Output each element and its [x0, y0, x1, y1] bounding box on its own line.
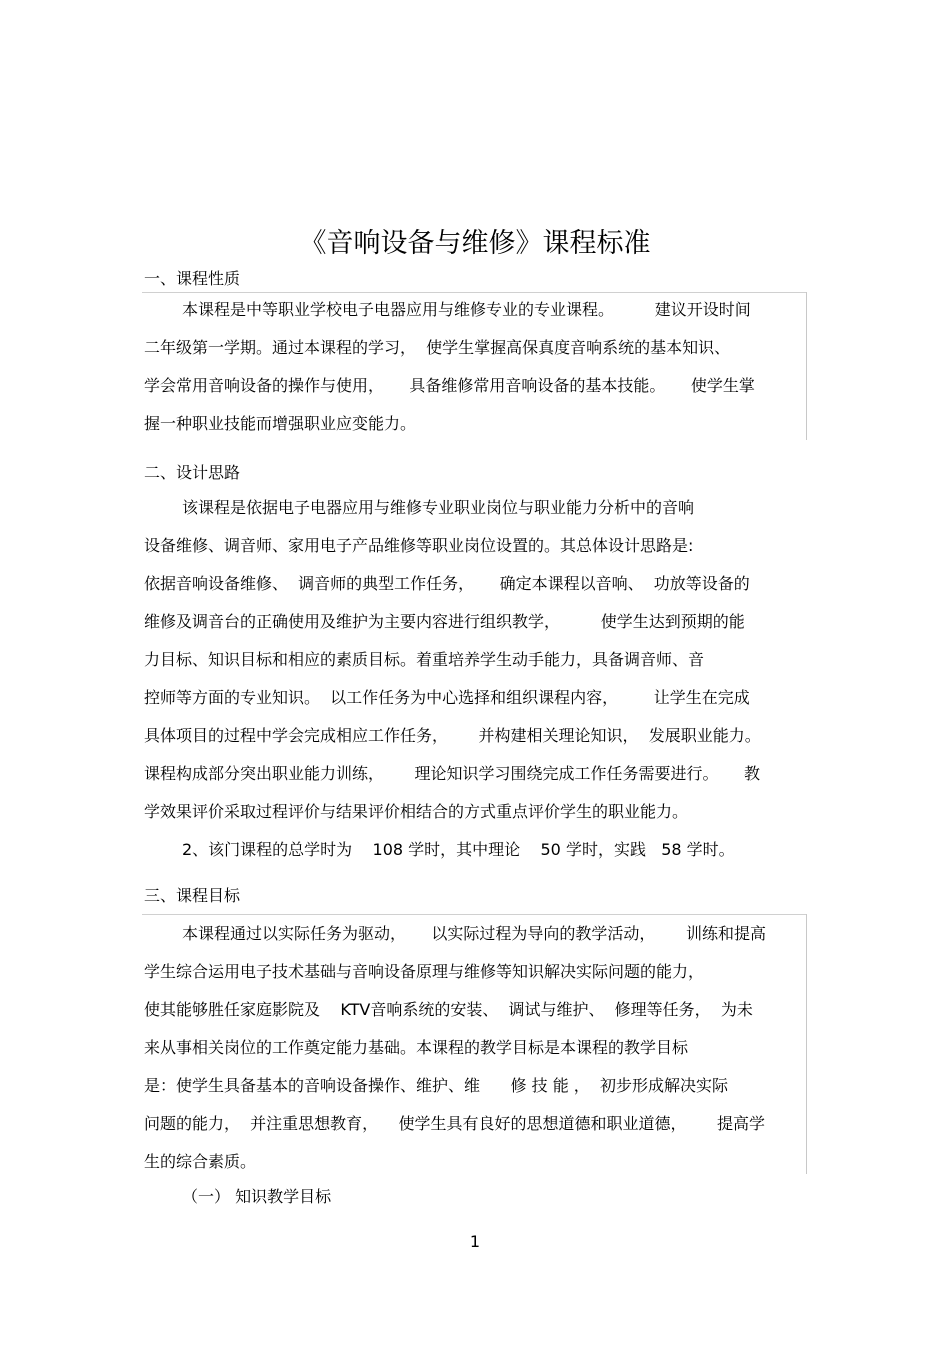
section-2-heading: 二、设计思路: [144, 463, 241, 482]
section-3-paragraph-line: 使其能够胜任家庭影院及 KTV音响系统的安装、 调试与维护、 修理等任务， 为未: [144, 1000, 753, 1019]
section-3-paragraph-line: 本课程通过以实际任务为驱动， 以实际过程为导向的教学活动， 训练和提高: [182, 924, 766, 943]
section-2-paragraph-line: 设备维修、调音师、家用电子产品维修等职业岗位设置的。其总体设计思路是:: [144, 536, 694, 555]
section-2-paragraph-line: 课程构成部分突出职业能力训练， 理论知识学习围绕完成工作任务需要进行。 教: [144, 764, 760, 783]
section-1-paragraph-line: 学会常用音响设备的操作与使用， 具备维修常用音响设备的基本技能。 使学生掌: [144, 376, 755, 395]
section-1-paragraph-line: 二年级第一学期。通过本课程的学习， 使学生掌握高保真度音响系统的基本知识、: [144, 338, 731, 357]
section-1-paragraph-line: 本课程是中等职业学校电子电器应用与维修专业的专业课程。 建议开设时间: [182, 300, 751, 319]
section-3-paragraph-line: 生的综合素质。: [144, 1152, 257, 1171]
section-3-paragraph-line: 问题的能力， 并注重思想教育， 使学生具有良好的思想道德和职业道德， 提高学: [144, 1114, 766, 1133]
section-3-subheading: （一） 知识教学目标: [182, 1187, 332, 1206]
section-1-box-right-border: [806, 292, 807, 440]
page-number: 1: [469, 1232, 481, 1251]
section-3-box-top-border: [142, 914, 806, 915]
document-title: 《音响设备与维修》课程标准: [299, 228, 651, 259]
section-3-heading: 三、课程目标: [144, 886, 241, 905]
section-1-paragraph-line: 握一种职业技能而增强职业应变能力。: [144, 414, 417, 433]
section-2-paragraph-line: 该课程是依据电子电器应用与维修专业职业岗位与职业能力分析中的音响: [182, 498, 695, 517]
section-1-box-top-border: [142, 292, 806, 293]
section-2-paragraph-line: 具体项目的过程中学会完成相应工作任务， 并构建相关理论知识， 发展职业能力。: [144, 726, 761, 745]
section-2-paragraph-line: 学效果评价采取过程评价与结果评价相结合的方式重点评价学生的职业能力。: [144, 802, 689, 821]
course-hours-line: 2、该门课程的总学时为 108 学时，其中理论 50 学时，实践 58 学时。: [182, 840, 735, 859]
section-2-paragraph-line: 维修及调音台的正确使用及维护为主要内容进行组织教学， 使学生达到预期的能: [144, 612, 745, 631]
section-3-paragraph-line: 学生综合运用电子技术基础与音响设备原理与维修等知识解决实际问题的能力，: [144, 962, 705, 981]
section-2-paragraph-line: 控师等方面的专业知识。 以工作任务为中心选择和组织课程内容， 让学生在完成: [144, 688, 750, 707]
section-3-paragraph-line: 是：使学生具备基本的音响设备操作、维护、维 修 技 能 ， 初步形成解决实际: [144, 1076, 728, 1095]
section-1-heading: 一、课程性质: [144, 269, 241, 288]
section-2-paragraph-line: 力目标、知识目标和相应的素质目标。着重培养学生动手能力，具备调音师、音: [144, 650, 705, 669]
section-2-paragraph-line: 依据音响设备维修、 调音师的典型工作任务， 确定本课程以音响、 功放等设备的: [144, 574, 750, 593]
section-3-paragraph-line: 来从事相关岗位的工作奠定能力基础。本课程的教学目标是本课程的教学目标: [144, 1038, 689, 1057]
section-3-box-right-border: [806, 914, 807, 1174]
